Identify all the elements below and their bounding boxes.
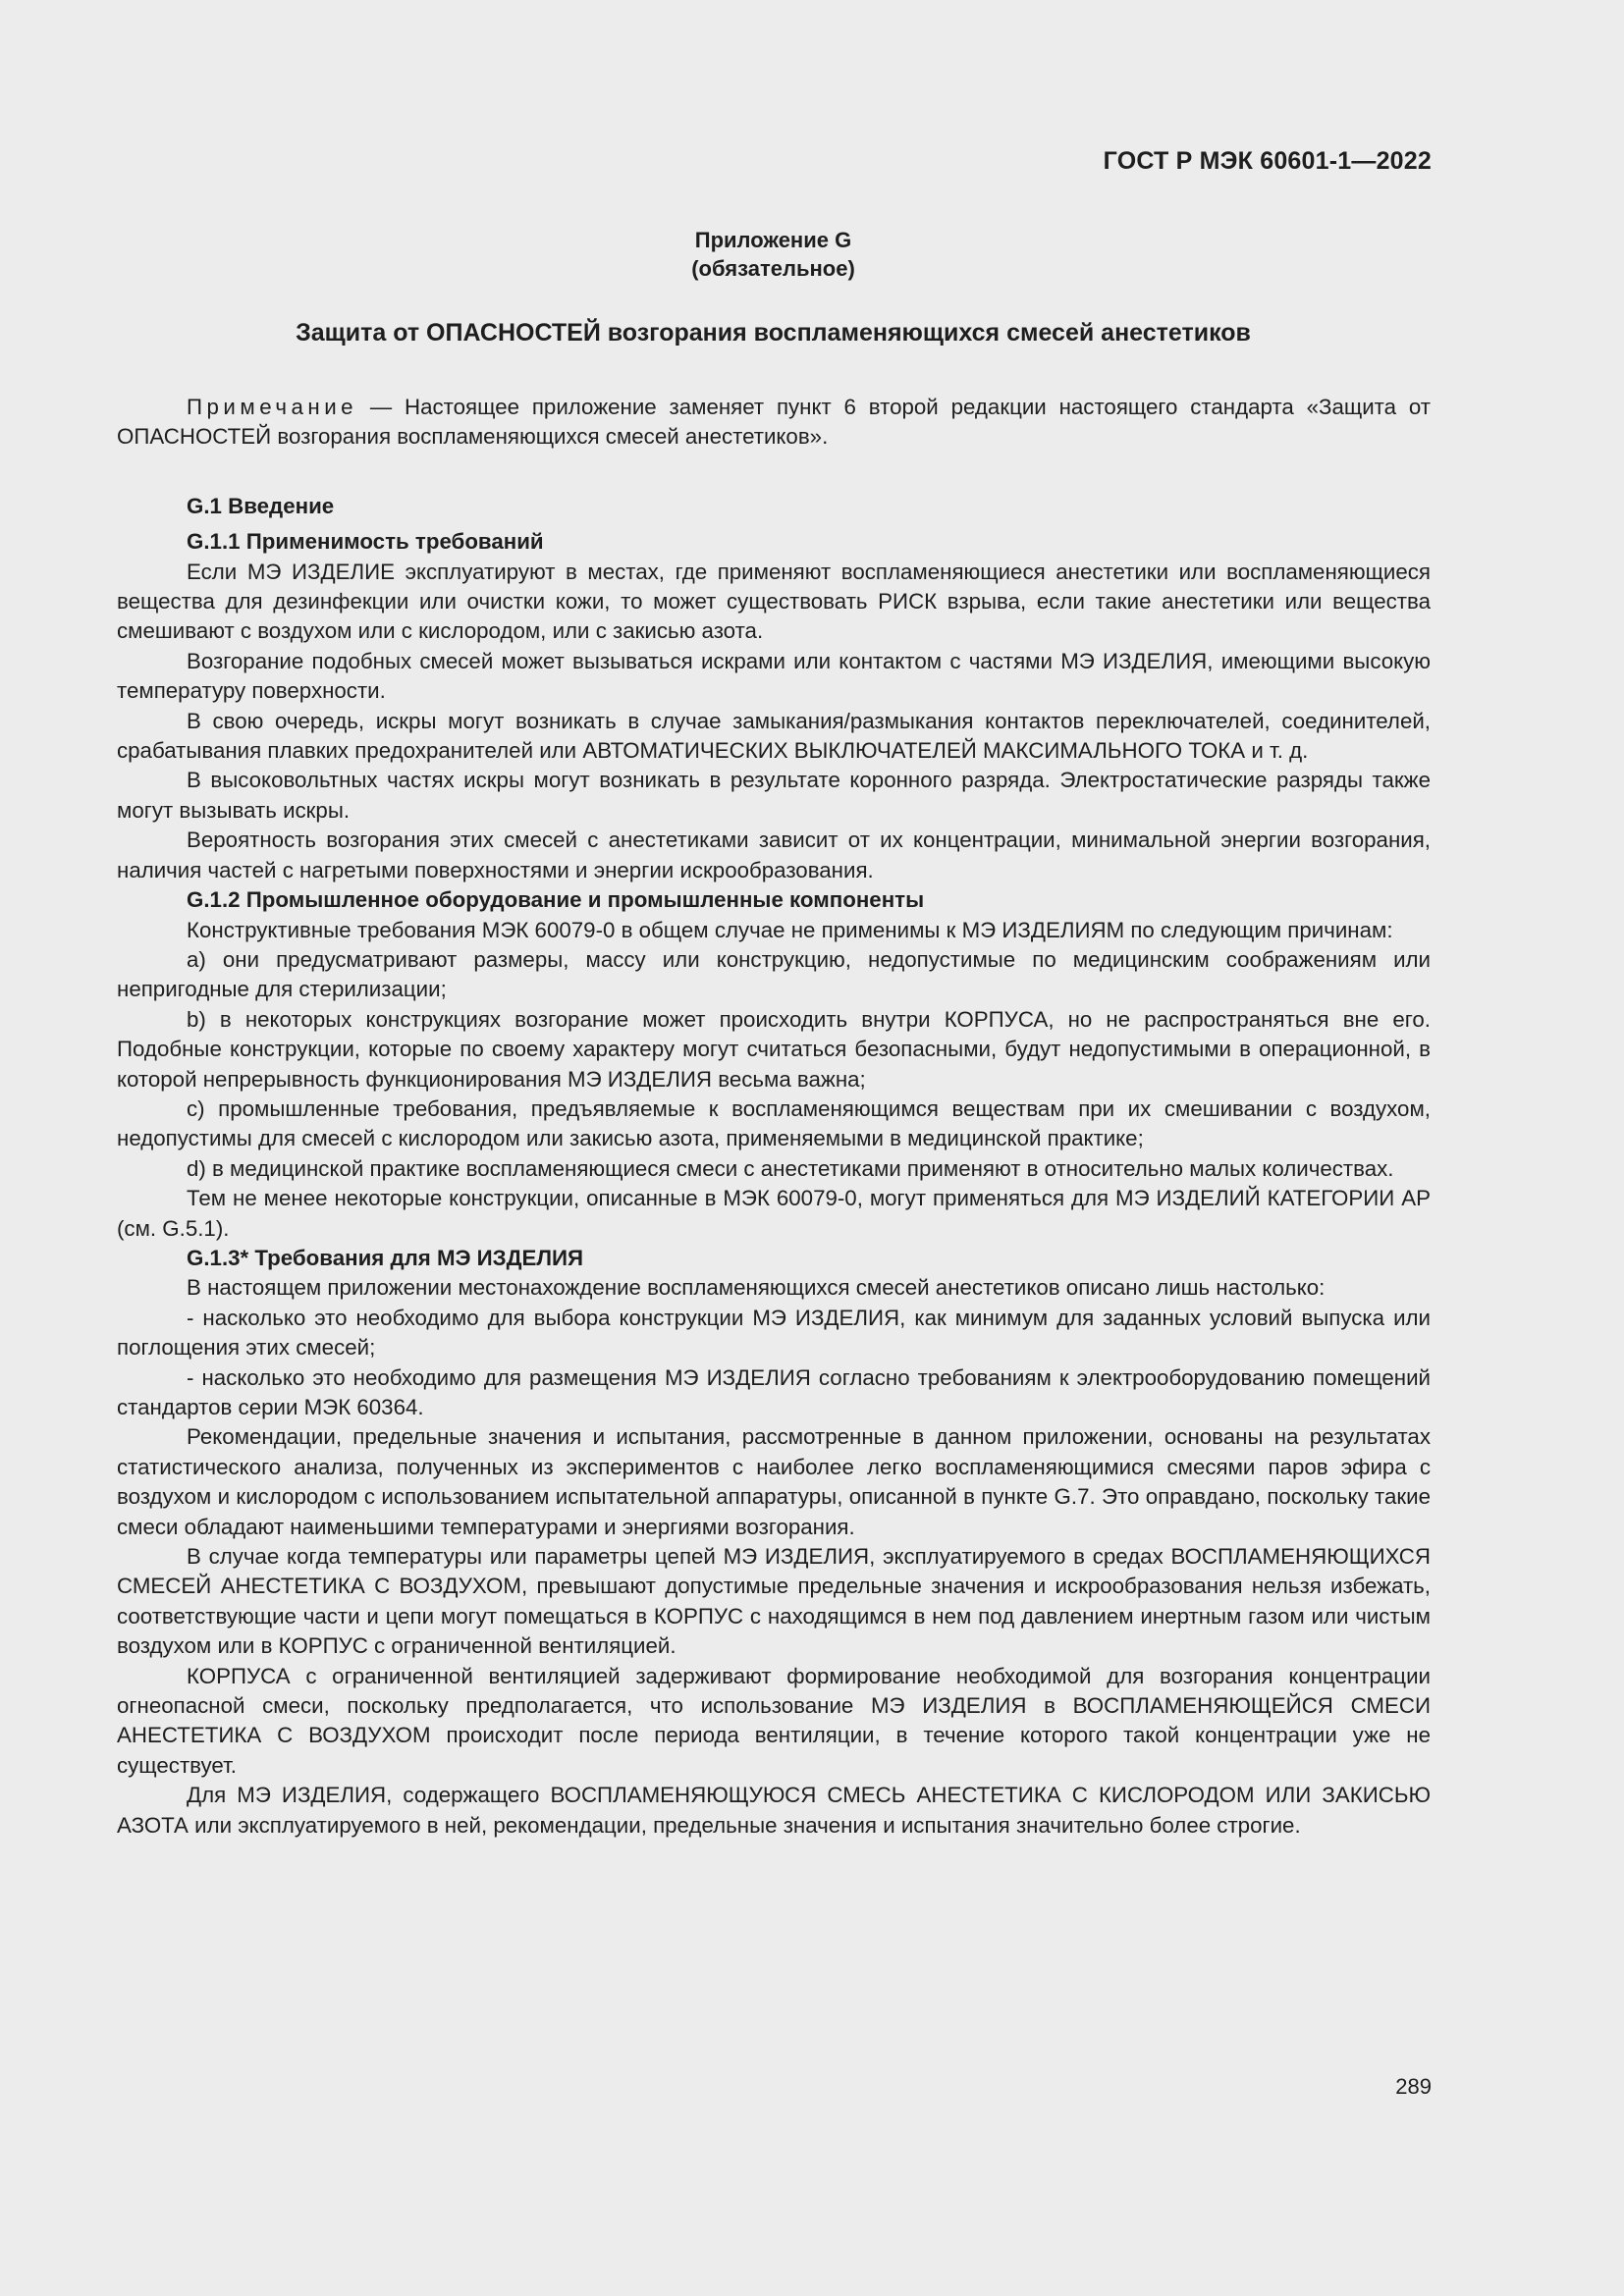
paragraph: В свою очередь, искры могут возникать в случае замыкания/размыкания контактов переключателей, соединителей, срабатывания плавких предохранителей или АВТОМАТИЧЕСКИХ ВЫКЛЮЧАТЕЛЕЙ МАКСИМАЛЬНОГО ТОКА и т. д. — [117, 708, 1431, 764]
paragraph: Возгорание подобных смесей может вызываться искрами или контактом с частями МЭ ИЗДЕЛИЯ, имеющими высокую температуру поверхности. — [117, 648, 1431, 704]
note-text: — Настоящее приложение заменяет пункт 6 второй редакции настоящего стандарта «Защита от ОПАСНОСТЕЙ возгорания воспламеняющихся смесей анестетиков». — [117, 395, 1431, 450]
paragraph: В случае когда температуры или параметры цепей МЭ ИЗДЕЛИЯ, эксплуатируемого в средах ВОСПЛАМЕНЯЮЩИХСЯ СМЕСЕЙ АНЕСТЕТИКА С ВОЗДУХОМ, превышают допустимые предельные значения и искрообразования нельзя избежать, соответствующие части и цепи могут помещаться в КОРПУС с находящимся в нем под давлением инертным газом или чистым воздухом или в КОРПУС с ограниченной вентиляцией. — [117, 1544, 1431, 1659]
appendix-status: (обязательное) — [691, 256, 855, 281]
standard-code: ГОСТ Р МЭК 60601-1—2022 — [1103, 147, 1432, 175]
section-heading-g11: G.1.1 Применимость требований — [187, 529, 544, 555]
paragraph: В настоящем приложении местонахождение воспламеняющихся смесей анестетиков описано лишь настолько: — [187, 1275, 1326, 1301]
list-item: - насколько это необходимо для размещения МЭ ИЗДЕЛИЯ согласно требованиям к электрооборудованию помещений стандартов серии МЭК 60364. — [117, 1364, 1431, 1419]
paragraph: Если МЭ ИЗДЕЛИЕ эксплуатируют в местах, где применяют воспламеняющиеся анестетики или воспламеняющиеся вещества для дезинфекции или очистки кожи, то может существовать РИСК взрыва, если такие анестетики или вещества смешивают с воздухом или с кислородом, или с закисью азота. — [117, 559, 1431, 644]
list-item: d) в медицинской практике воспламеняющиеся смеси с анестетиками применяют в относительно малых количествах. — [187, 1155, 1394, 1181]
paragraph: Конструктивные требования МЭК 60079-0 в общем случае не применимы к МЭ ИЗДЕЛИЯМ по следующим причинам: — [187, 917, 1393, 942]
note-paragraph — [117, 393, 1431, 453]
page-number: 289 — [1395, 2074, 1432, 2099]
note-label: Примечание — [187, 395, 358, 419]
appendix-label: Приложение G — [694, 228, 852, 252]
paragraph: В высоковольтных частях искры могут возникать в результате коронного разряда. Электростатические разряды также могут вызывать искры. — [117, 768, 1431, 823]
list-item: b) в некоторых конструкциях возгорание может происходить внутри КОРПУСА, но не распространяться вне его. Подобные конструкции, которые по своему характеру могут считаться безопасными, будут недопустимыми в операционной, в которой непрерывность функционирования МЭ ИЗДЕЛИЯ весьма важна; — [117, 1006, 1431, 1092]
appendix-heading — [0, 226, 1546, 283]
document-title: Защита от ОПАСНОСТЕЙ возгорания воспламеняющихся смесей анестетиков — [296, 319, 1251, 347]
list-item: c) промышленные требования, предъявляемые к воспламеняющимся веществам при их смешивании с воздухом, недопустимы для смесей с кислородом или закисью азота, применяемыми в медицинской практике; — [117, 1095, 1431, 1151]
document-body — [117, 393, 1431, 1841]
paragraph: Вероятность возгорания этих смесей с анестетиками зависит от их концентрации, минимальной энергии возгорания, наличия частей с нагретыми поверхностями и энергии искрообразования. — [117, 828, 1431, 882]
paragraph: Для МЭ ИЗДЕЛИЯ, содержащего ВОСПЛАМЕНЯЮЩУЮСЯ СМЕСЬ АНЕСТЕТИКА С КИСЛОРОДОМ ИЛИ ЗАКИСЬЮ АЗОТА или эксплуатируемого в ней, рекомендации, предельные значения и испытания значительно более строгие. — [117, 1783, 1431, 1838]
section-heading-g13: G.1.3* Требования для МЭ ИЗДЕЛИЯ — [187, 1245, 584, 1270]
list-item: - насколько это необходимо для выбора конструкции МЭ ИЗДЕЛИЯ, как минимум для заданных условий выпуска или поглощения этих смесей; — [117, 1305, 1431, 1361]
section-heading-g12: G.1.2 Промышленное оборудование и промышленные компоненты — [187, 887, 925, 913]
list-item: a) они предусматривают размеры, массу или конструкцию, недопустимые по медицинским соображениям или непригодные для стерилизации; — [117, 946, 1431, 1002]
paragraph: Тем не менее некоторые конструкции, описанные в МЭК 60079-0, могут применяться для МЭ ИЗДЕЛИЙ КАТЕГОРИИ АР (см. G.5.1). — [117, 1186, 1431, 1241]
section-heading-g1: G.1 Введение — [187, 493, 335, 518]
paragraph: Рекомендации, предельные значения и испытания, рассмотренные в данном приложении, основаны на результатах статистического анализа, полученных из экспериментов с наиболее легко воспламеняющимися смесями паров эфира с воздухом и кислородом с использованием испытательной аппаратуры, описанной в пункте G.7. Это оправдано, поскольку такие смеси обладают наименьшими температурами и энергиями возгорания. — [117, 1424, 1431, 1539]
paragraph: КОРПУСА с ограниченной вентиляцией задерживают формирование необходимой для возгорания концентрации огнеопасной смеси, поскольку предполагается, что использование МЭ ИЗДЕЛИЯ в ВОСПЛАМЕНЯЮЩЕЙСЯ СМЕСИ АНЕСТЕТИКА С ВОЗДУХОМ происходит после периода вентиляции, в течение которого такой концентрации уже не существует. — [117, 1663, 1431, 1778]
